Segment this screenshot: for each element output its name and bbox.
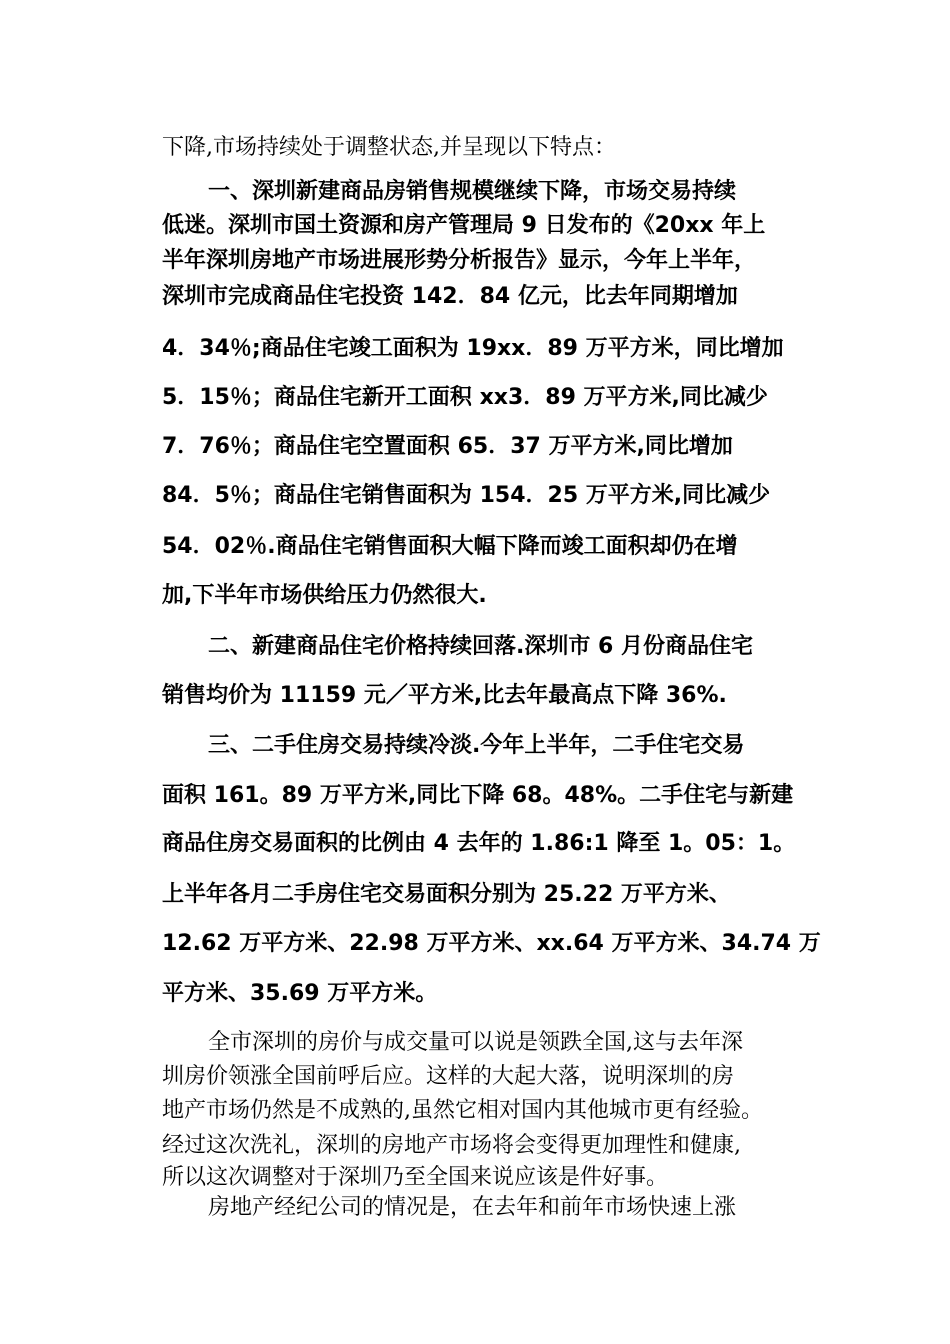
text-line: 三、二手住房交易持续冷淡.今年上半年，二手住宅交易 [208,733,745,758]
text-line: 面积 161。89 万平方米,同比下降 68。48%。二手住宅与新建 [162,783,794,808]
text-line: 房地产经纪公司的情况是，在去年和前年市场快速上涨 [208,1195,737,1220]
text-line: 下降,市场持续处于调整状态,并呈现以下特点： [162,135,616,160]
text-line: 商品住房交易面积的比例由 4 去年的 1.86:1 降至 1。05：1。 [162,831,796,856]
text-line: 圳房价领涨全国前呼后应。这样的大起大落，说明深圳的房 [162,1064,735,1089]
text-line: 一、深圳新建商品房销售规模继续下降，市场交易持续 [208,179,737,204]
text-line: 半年深圳房地产市场进展形势分析报告》显示，今年上半年， [162,248,757,273]
text-line: 二、新建商品住宅价格持续回落.深圳市 6 月份商品住宅 [208,634,753,659]
text-line: 12.62 万平方米、22.98 万平方米、xx.64 万平方米、34.74 万 [162,931,821,956]
text-line: 地产市场仍然是不成熟的,虽然它相对国内其他城市更有经验。 [162,1098,763,1123]
text-line: 经过这次洗礼，深圳的房地产市场将会变得更加理性和健康, [162,1133,741,1158]
text-line: 低迷。深圳市国土资源和房产管理局 9 日发布的《20xx 年上 [162,213,766,238]
text-line: 加,下半年市场供给压力仍然很大. [162,583,487,608]
text-line: 深圳市完成商品住宅投资 142．84 亿元，比去年同期增加 [162,284,738,309]
text-line: 84．5％；商品住宅销售面积为 154．25 万平方米,同比减少 [162,483,771,508]
text-line: 平方米、35.69 万平方米。 [162,981,438,1006]
text-line: 7．76％；商品住宅空置面积 65．37 万平方米,同比增加 [162,434,733,459]
text-line: 5．15％；商品住宅新开工面积 xx3．89 万平方米,同比减少 [162,385,768,410]
text-line: 所以这次调整对于深圳乃至全国来说应该是件好事。 [162,1165,669,1190]
text-line: 上半年各月二手房住宅交易面积分别为 25.22 万平方米、 [162,882,731,907]
text-line: 54．02％.商品住宅销售面积大幅下降而竣工面积却仍在增 [162,534,738,559]
text-line: 销售均价为 11159 元／平方米,比去年最高点下降 36%. [162,683,727,708]
text-line: 4．34％;商品住宅竣工面积为 19xx．89 万平方米，同比增加 [162,336,784,361]
text-line: 全市深圳的房价与成交量可以说是领跌全国,这与去年深 [208,1030,743,1055]
